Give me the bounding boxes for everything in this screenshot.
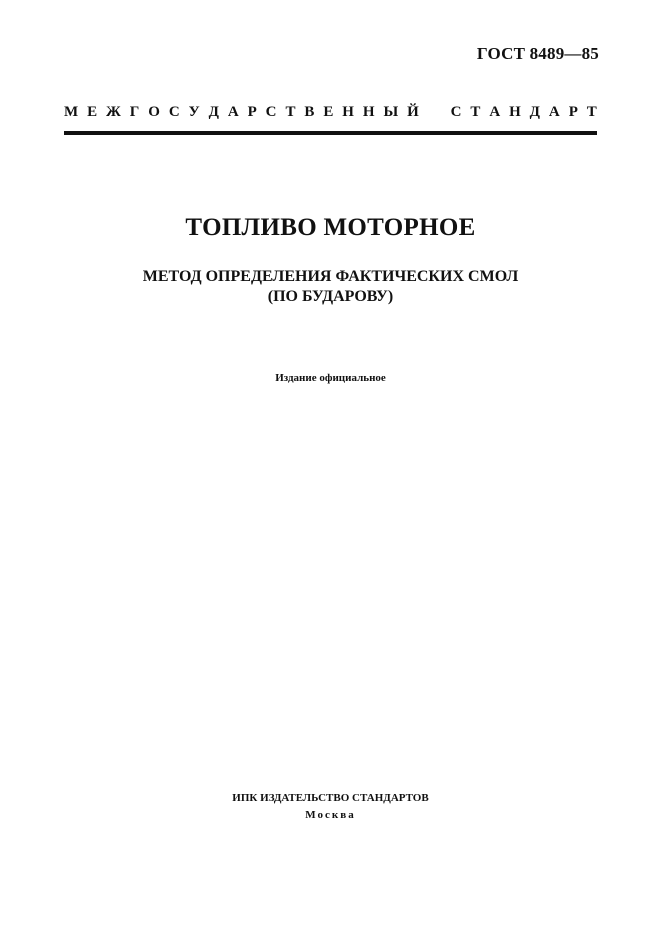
category-letter: Р xyxy=(247,104,257,120)
standard-category xyxy=(64,104,597,121)
category-letter: Е xyxy=(87,104,98,120)
category-letter: Д xyxy=(208,104,219,120)
category-letter: Е xyxy=(323,104,334,120)
category-letter: Т xyxy=(285,104,296,120)
category-letter: Г xyxy=(129,104,140,120)
subtitle-line-1: МЕТОД ОПРЕДЕЛЕНИЯ ФАКТИЧЕСКИХ СМОЛ xyxy=(142,268,519,285)
category-letter: С xyxy=(450,104,462,120)
category-letter: Ы xyxy=(383,104,399,120)
publisher-city: Москва xyxy=(305,809,356,821)
category-letter: Ж xyxy=(106,104,121,120)
document-subtitle xyxy=(0,267,661,307)
category-letter: Р xyxy=(568,104,578,120)
publisher-name: ИПК ИЗДАТЕЛЬСТВО СТАНДАРТОВ xyxy=(232,792,429,804)
category-letter: Т xyxy=(586,104,597,120)
edition-note: Издание официальное xyxy=(275,372,386,384)
category-letter: С xyxy=(265,104,277,120)
header-rule xyxy=(64,131,597,135)
category-letter: М xyxy=(64,104,79,120)
category-letter: Н xyxy=(342,104,354,120)
category-letter: Т xyxy=(470,104,481,120)
category-letter: А xyxy=(548,104,560,120)
category-letter: У xyxy=(188,104,200,120)
category-letter: Й xyxy=(407,104,419,120)
category-letter: С xyxy=(168,104,180,120)
document-title: ТОПЛИВО МОТОРНОЕ xyxy=(185,214,476,241)
subtitle-line-2: (ПО БУДАРОВУ) xyxy=(267,288,394,305)
document-number: ГОСТ 8489—85 xyxy=(476,44,599,63)
category-letter: А xyxy=(489,104,501,120)
category-letter: Н xyxy=(362,104,375,120)
category-gap xyxy=(428,104,442,121)
category-letter: Д xyxy=(529,104,540,120)
category-letter: О xyxy=(148,104,160,120)
category-letter: Н xyxy=(509,104,521,120)
category-letter: А xyxy=(227,104,239,120)
category-letter: В xyxy=(304,104,315,120)
